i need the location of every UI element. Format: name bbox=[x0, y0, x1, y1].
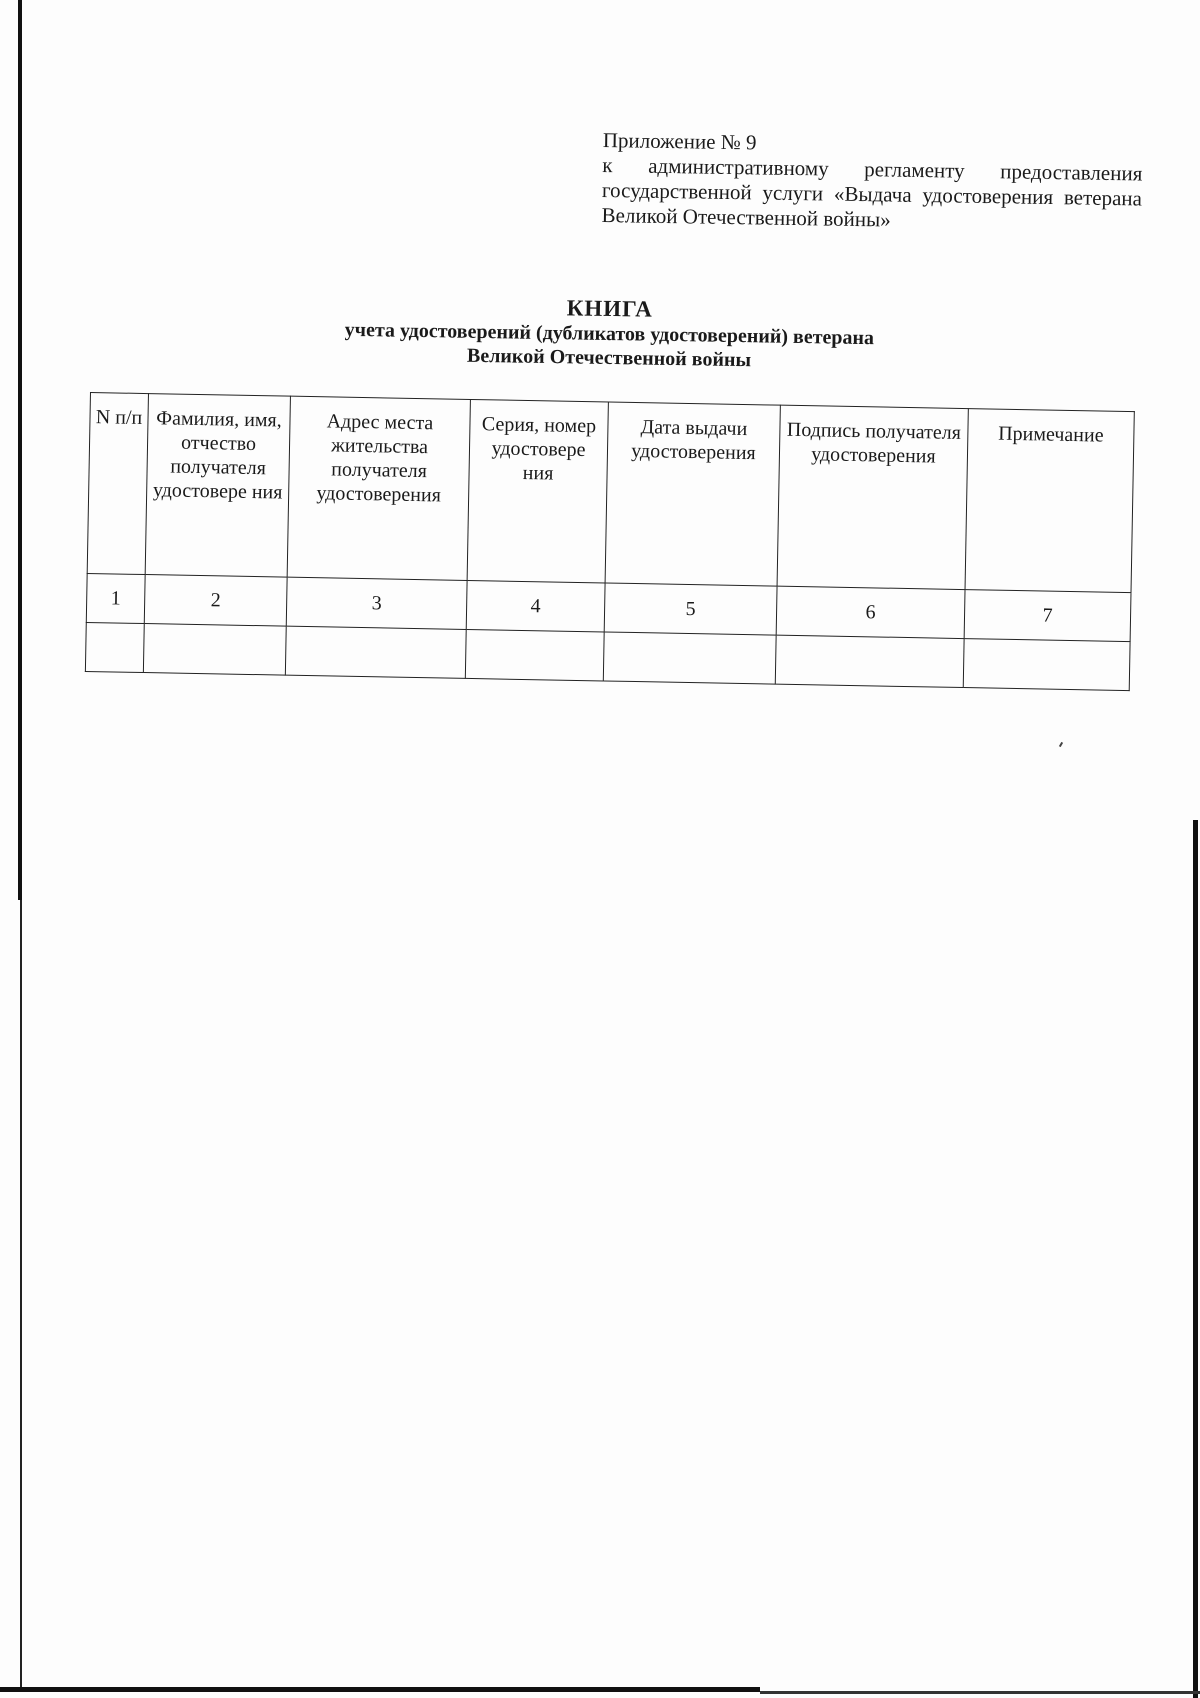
scan-edge-right bbox=[1193, 820, 1198, 1698]
scan-edge-bottom-right bbox=[760, 1691, 1200, 1694]
appendix-number: Приложение № 9 bbox=[602, 128, 757, 155]
title-main: КНИГА bbox=[566, 295, 654, 322]
empty-cell bbox=[465, 629, 604, 681]
header-cell-signature: Подпись получателя удостоверения bbox=[777, 405, 968, 589]
title-line-3: Великой Отечественной войны bbox=[466, 344, 752, 372]
empty-cell bbox=[143, 624, 286, 676]
scan-edge-left bbox=[18, 0, 22, 900]
empty-cell bbox=[85, 622, 144, 672]
column-number-cell: 3 bbox=[286, 577, 467, 629]
header-cell-number: N п/п bbox=[87, 393, 148, 575]
empty-cell bbox=[963, 639, 1130, 691]
column-number-cell: 2 bbox=[144, 575, 287, 627]
column-number-cell: 7 bbox=[964, 590, 1131, 642]
column-number-cell: 5 bbox=[604, 583, 777, 635]
header-cell-series-number: Серия, номер удостовере ния bbox=[467, 399, 608, 582]
table-header-row bbox=[87, 393, 1134, 593]
column-number-cell: 4 bbox=[466, 580, 605, 632]
scan-edge-left-lower bbox=[20, 900, 22, 1690]
register-table-wrap bbox=[85, 392, 1134, 691]
register-table bbox=[85, 392, 1135, 691]
header-cell-issue-date: Дата выдачи удостоверения bbox=[605, 402, 780, 586]
title-line-2: учета удостоверений (дубликатов удостоверений) ветерана bbox=[344, 318, 875, 350]
empty-cell bbox=[603, 632, 776, 684]
scan-speck bbox=[1059, 742, 1063, 747]
column-number-cell: 6 bbox=[776, 586, 965, 638]
appendix-text: к административному регламенту предоставления государственной услуги «Выдача удостоверения ветерана Великой Отечественной войны» bbox=[601, 152, 1143, 232]
column-number-cell: 1 bbox=[86, 573, 145, 623]
document-title bbox=[269, 291, 950, 376]
appendix-note bbox=[601, 128, 1143, 236]
empty-cell bbox=[775, 635, 964, 687]
scan-edge-bottom bbox=[0, 1687, 760, 1692]
empty-cell bbox=[285, 626, 466, 678]
header-cell-full-name: Фамилия, имя, отчество получателя удостовере ния bbox=[145, 394, 290, 578]
header-cell-address: Адрес места жительства получателя удостоверения bbox=[287, 396, 470, 580]
header-cell-note: Примечание bbox=[965, 409, 1134, 593]
